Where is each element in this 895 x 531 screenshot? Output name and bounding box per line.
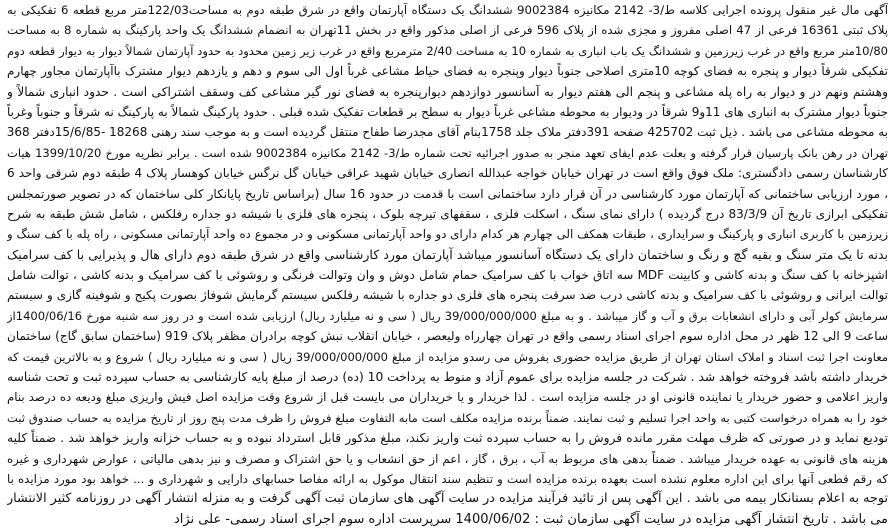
notice-line: پلاک ثبتی 16361 فرعی از 47 اصلی مفروز و مجزی شده از پلاک 596 فرعی از اصلی مذکور واقع در بخش 11تهران به انضمام ششدانگ یک واحد پارکینگ به شماره 8 به مساحت (7, 23, 888, 38)
notice-line: بدنه تا یک متر سنگ و بقیه گچ و رنگ و ساختمان دارای یک دستگاه آسانسور میباشد آپارتمان مورد کارشناسی واقع در شرق طبقه دوم دارای هال و پذیرایی با کف سرامیک (7, 246, 888, 262)
notice-line: زیرزمین با کاربری انباری و پارکینگ و سرایداری ، طبقات همکف الی چهارم هر کدام دارای دو واحد آپارتمانی مسکونی و در مجموع ده واحد آپارتمانی مسکونی ، راه پله با کف سنگ و (7, 227, 888, 242)
notice-line: واریز اعلامی و حضور خریدار یا نماینده قانونی او در جلسه مزایده است . لذا خریدار و یا خریداران می بایست قبل از شروع وقت مزایده اصل فیش واریزی مبلغ ودیعه ده درصد بنام (7, 390, 888, 405)
notice-line: آگهی مال غیر منقول پرونده اجرایی کلاسه ط/3- 2142 مکانیزه 9002384 ششدانگ یک دستگاه آپارتمان واقع در شرق طبقه دوم به مساحت122/03متر مربع قطعه 6 تفکیکی به (7, 3, 888, 17)
notice-line: جنوباً دیوار مشترک به انباری های 11و9 شرقاً در ودیوار به محوطه مشاعی غرباً دیوار به سطح بر قطعات تفکیک شده قبلی . حدود پارکینگ شمالاً به پارکینگ نه شرقاً و جنوباً وغرباً (7, 104, 888, 119)
notice-line: 10/80متر مربع واقع در غرب زیرزمین و ششدانگ یک باب انباری به شماره 10 به مساحت 2/40 مترمربع واقع در غرب زیر زمین محدود به حدود آپارتمان شمالاً دیوار به دیوار قطعه دوم (7, 43, 888, 58)
notice-line: تهران در رهن بانک پارسیان قرار گرفته و بعلت عدم ایفای تعهد منجر به صدور اجرائیه تحت شماره ط/3- 2142 مکانیزه 9002384 شده است . برابر نظریه مورخ 1399/10/20 هیات (7, 145, 888, 160)
notice-line: خود را به همراه درخواست کتبی به واحد اجرا تسلیم و ثبت نمایند. ضمناً برنده مزایده مکلف است مابه التفاوت مبلغ فروش را ظرف مدت پنج روز از تاریخ مزایده به حساب صندوق ثبت (7, 410, 888, 425)
notice-line: که رقم قطعی آنها برای این اداره معلوم نشده است بعهده برنده مزایده است و تنظیم سند انتقال موکول به ارائه مفاصا حسابهای دارایی و شهرداری و ... خواهد بود مورد مزایده با (7, 471, 888, 486)
notice-line: هزینه های قانونی به عهده خریدار میباشد . ضمناً بدهی های مربوط به آب ، برق ، گاز ، اعم از حق انشعاب و یا حق اشتراک و مصرف و نیز بدهی مالیاتی ، عوارض شهرداری و غیره (7, 451, 888, 466)
notice-line: توجه به اعلام بستانکار بیمه می باشد . این آگهی پس از تائید فرآیند مزایده در سایت آگهی های سازمان ثبت آگهی گرفت و به منزله انتشار آگهی در روزنامه کثیر الانتشار (7, 491, 888, 507)
notice-line: معاونت اجرا ثبت اسناد و املاک استان تهران از طریق مزایده حضوری بفروش می رسدو مزایده از مبلغ 39/000/000/000 ریال ( سی و نه میلیارد ریال ) شروع و به بالاترین قیمت که (7, 349, 888, 364)
notice-line: خریدار داشته باشد فروخته خواهد شد . شرکت در جلسه مزایده برای عموم آزاد و منوط به پرداخت 10 (ده) درصد از مبلغ پایه کارشناسی به حساب سپرده ثبت و تحت شناسه (7, 370, 888, 385)
notice-line: ساعت 9 الی 12 ظهر در محل اداره سوم اجرای اسناد رسمی واقع در تهران چهارراه ولیعصر ، خیابان انقلاب نبش کوچه برادران مظفر پلاک 919 (ساختمان سابق گاج) ساختمان (7, 329, 888, 344)
notice-line: توالت ایرانی و روشوئی با کف سرامیک و بدنه کاشی درب ضد سرقت پنجره های فلزی دو جداره با شیشه رفلکس سیستم گرمایش شوفاژ بصورت پکیج و شوفینه گازی و سیستم (7, 288, 888, 303)
notice-line: اشپزخانه با کف سنگ و بدنه کاشی و کابینت MDF سه اتاق خواب با کف سرامیک حمام شامل دوش و وان وتوالت فرنگی و روشوئی با کف سرامیک و بدنه کاشی ، توالت شامل (7, 268, 888, 283)
notice-line: به محوطه مشاعی می باشد . ذیل ثبت 425702 صفحه 391دفتر ملاک جلد 1758بنام آقای مجدرضا طفاح منتقل گردیده است و به موجب سند رهنی 18268 -15/6/85دفتر 368 (7, 125, 888, 140)
notice-line: کارشناسان رسمی دادگستری: ملک فوق واقع است در تهران خیابان خواجه عبدالله انصاری خیابان شهید عراقی خیابان گل نرگس خیابان کوهسار پلاک 4 طبقه دوم شرقی واحد 6 (7, 166, 888, 181)
notice-line: سرمایش کولر آبی و دارای انشعابات برق و آب و گاز میباشد . و به مبلغ 39/000/000/000 ریال ( سی و نه میلیارد ریال) ارزیابی شده است و در روز سه شنبه مورخ 1400/06/16از (7, 308, 888, 323)
notice-line: تودیع نماید و در صورتی که ظرف مهلت مقرر مانده فروش را به حساب سپرده ثبت واریز نکند، مبلغ مذکور قابل استرداد نبوده و به حساب خزانه واریز خواهد شد . ضمناً کلیه (7, 431, 888, 446)
notice-line-signature: می باشد . تاریخ انتشار آگهی مزایده در سایت آگهی سازمان ثبت : 1400/06/02 سرپرست اداره سوم اجرای اسناد رسمی- علی نژاد (173, 511, 888, 527)
notice-line: تفکیکی ابرازی تاریخ آن 83/3/9 درج گردیده ) دارای نمای سنگ ، اسکلت فلزی ، سقفهای تیرچه بلوک ، پنجره های فلزی با شیشه دو جداره رفلکس ، شامل شش طبقه به شرح (7, 206, 888, 221)
notice-line: ، مورد ارزیابی ساختمانی که آپارتمان مورد کارشناسی در آن قرار دارد ساختمانی است با قدمت در حدود 16 سال (براساس تاریخ پایانکار کلی ساختمان که در تصویر صورتمجلس (7, 186, 888, 201)
notice-line: وهشتم ونهم در و دیوار به راه پله مشاعی و پنجم الی هفتم دیوار به آسانسور دوازدهم دیوارپنجره به فضای نور گیر مشاعی کف وسقف اشتراکی است . حدود انباری شمالاً و (7, 84, 888, 99)
notice-line: تفکیکی شرقاً دیوار و پنجره به فضای کوچه 10متری اصلاحی جنوباً دیوار وپنجره به فضای حیاط مشاعی غرباً اول الی سوم و دهم و یازدهم دیوار مشترک باآپارتمان مجاور چهارم (7, 64, 888, 79)
